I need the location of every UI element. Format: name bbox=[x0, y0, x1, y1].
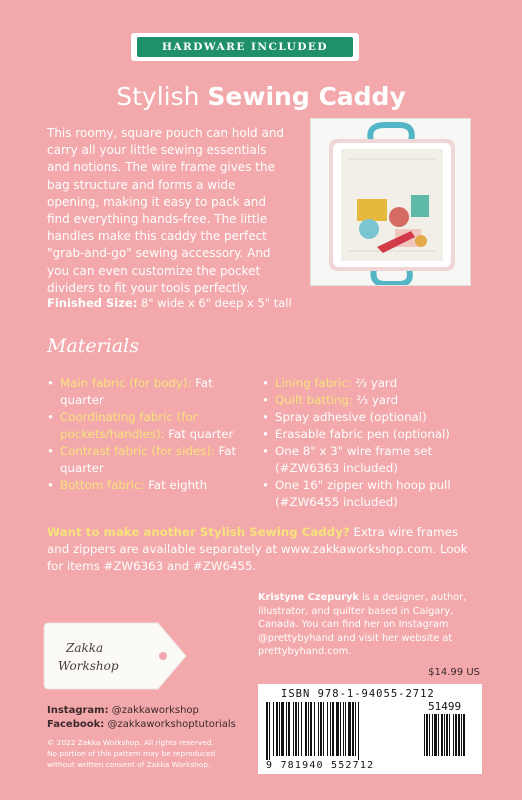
barcode-bar bbox=[438, 714, 439, 756]
barcode-bar bbox=[358, 702, 359, 760]
list-item: • Contrast fabric (for sides): Fat quarter bbox=[47, 443, 247, 477]
finished-size-label: Finished Size: bbox=[47, 296, 138, 310]
product-photo bbox=[310, 118, 471, 286]
title-bold: Sewing Caddy bbox=[207, 82, 406, 111]
barcode-number: 9 781940 552712 bbox=[266, 760, 375, 771]
barcode-bar bbox=[295, 702, 297, 756]
social-handles bbox=[47, 704, 236, 732]
want-more-paragraph bbox=[47, 524, 477, 575]
barcode-bar bbox=[330, 702, 331, 756]
barcode-bar bbox=[441, 714, 443, 756]
barcode-bar bbox=[426, 714, 428, 756]
tag-line2: Workshop bbox=[58, 659, 119, 673]
barcode-bar bbox=[286, 702, 287, 756]
barcode-bar bbox=[308, 702, 309, 756]
instagram-line: Instagram: @zakkaworkshop bbox=[47, 705, 199, 716]
list-item: • Quilt batting: ⅔ yard bbox=[262, 392, 492, 409]
barcode-bar bbox=[305, 702, 307, 756]
banner-label: HARDWARE INCLUDED bbox=[137, 37, 353, 57]
designer-bio-text: is a designer, author, illustrator, and quilter based in Calgary, Canada. You can find her on Instagram @prettybyhand and visit her website at prettybyhand.com. bbox=[258, 592, 467, 658]
price-supplement-code: 51499 bbox=[428, 700, 462, 713]
finished-size-value: 8" wide x 6" deep x 5" tall bbox=[137, 296, 292, 310]
barcode-bar bbox=[424, 714, 425, 756]
barcode-bar bbox=[273, 702, 274, 756]
barcode-bar bbox=[269, 702, 270, 760]
list-item: • Erasable fabric pen (optional) bbox=[262, 426, 492, 443]
barcode-bar bbox=[449, 714, 450, 756]
list-item: • Bottom fabric: Fat eighth bbox=[47, 477, 247, 494]
want-more-text: Extra wire frames and zippers are available separately at www.zakkaworkshop.com. Look for items #ZW6363 and #ZW6455. bbox=[47, 525, 468, 573]
barcode-bar bbox=[461, 714, 462, 756]
list-item: • Spray adhesive (optional) bbox=[262, 409, 492, 426]
barcode-bar bbox=[348, 702, 351, 756]
barcode-bar bbox=[429, 714, 430, 756]
intro-paragraph: This roomy, square pouch can hold and carry all your little sewing essentials and notions. The wire frame gives the bag structure and forms a wide opening, making it easy to pack and find everything hands-free. The little handles make this caddy the perfect "grab-and-go" sewing accessory. And you can even customize the pocket dividers to fit your tools perfectly. bbox=[47, 126, 285, 295]
barcode-bar bbox=[293, 702, 294, 756]
list-item: • Coordinating fabric (for pockets/handles): Fat quarter bbox=[47, 409, 247, 443]
barcode-bar bbox=[453, 714, 454, 756]
barcode-bar bbox=[310, 702, 312, 756]
barcode-bar bbox=[446, 714, 448, 756]
designer-bio bbox=[258, 591, 478, 659]
list-item: • Main fabric (for body): Fat quarter bbox=[47, 375, 247, 409]
barcode-bar bbox=[463, 714, 465, 756]
barcode-bar bbox=[298, 702, 299, 756]
barcode-bar bbox=[318, 702, 319, 756]
barcode-bar bbox=[432, 714, 433, 756]
barcode-bar bbox=[343, 702, 344, 756]
hardware-banner bbox=[131, 33, 359, 61]
barcode-bar bbox=[314, 702, 315, 756]
barcode-bar bbox=[345, 702, 346, 756]
barcode-bar bbox=[320, 702, 322, 756]
list-item: • One 8" x 3" wire frame set (#ZW6363 included) bbox=[262, 443, 492, 477]
barcode-bar bbox=[458, 714, 460, 756]
materials-list-right bbox=[262, 375, 492, 511]
materials-heading: Materials bbox=[47, 335, 139, 357]
barcode-bar bbox=[279, 702, 280, 756]
list-item: • Lining fabric: ⅔ yard bbox=[262, 375, 492, 392]
title-light: Stylish bbox=[116, 82, 200, 111]
barcode-bar bbox=[276, 702, 278, 756]
barcode-bar bbox=[332, 702, 334, 756]
isbn-text: ISBN 978-1-94055-2712 bbox=[281, 688, 435, 700]
barcode-bar bbox=[355, 702, 356, 756]
zakka-workshop-tag-logo bbox=[40, 620, 190, 692]
pattern-title bbox=[0, 80, 522, 114]
list-item: • One 16" zipper with hoop pull (#ZW6455 included) bbox=[262, 477, 492, 511]
barcode-bar bbox=[288, 702, 290, 756]
price-label: $14.99 US bbox=[428, 667, 480, 678]
barcode-bar bbox=[444, 714, 445, 756]
copyright-notice: © 2022 Zakka Workshop. All rights reserved. No portion of this pattern may be reproduced without written consent of Zakka Workshop. bbox=[47, 738, 216, 769]
barcode-bar bbox=[434, 714, 437, 756]
tag-line1: Zakka bbox=[66, 641, 104, 655]
barcode-bar bbox=[336, 702, 339, 756]
materials-list-left bbox=[47, 375, 247, 494]
barcode-bar bbox=[340, 702, 341, 756]
barcode-bar bbox=[455, 714, 457, 756]
barcode-bar bbox=[323, 702, 324, 756]
designer-name: Kristyne Czepuryk bbox=[258, 592, 359, 603]
barcode-bar bbox=[281, 702, 284, 756]
want-more-lead: Want to make another Stylish Sewing Caddy? bbox=[47, 525, 350, 539]
isbn-barcode bbox=[258, 684, 482, 774]
barcode-bar bbox=[327, 702, 328, 756]
finished-size bbox=[47, 296, 292, 310]
barcode-bar bbox=[266, 702, 268, 760]
barcode-bar bbox=[301, 702, 302, 756]
facebook-line: Facebook: @zakkaworkshoptutorials bbox=[47, 719, 236, 730]
barcode-bar bbox=[352, 702, 354, 756]
